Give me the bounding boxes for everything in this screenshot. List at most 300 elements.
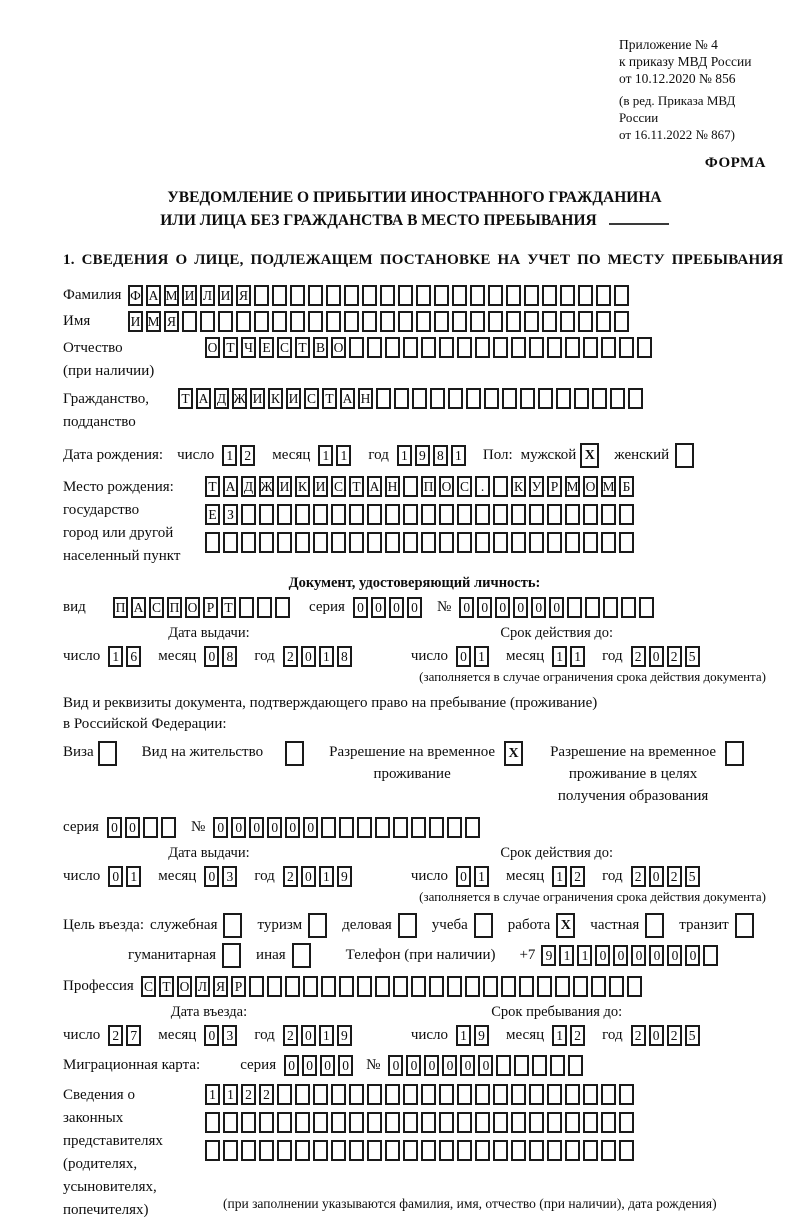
char-cell[interactable]	[529, 1084, 544, 1105]
char-cell[interactable]	[205, 532, 220, 553]
char-cell[interactable]	[574, 388, 589, 409]
char-cell[interactable]	[223, 913, 242, 938]
char-cell[interactable]: Ж	[259, 476, 274, 497]
char-cell[interactable]: 0	[249, 817, 264, 838]
char-cell[interactable]	[493, 1140, 508, 1161]
char-cell[interactable]: С	[304, 388, 319, 409]
char-cell[interactable]: А	[131, 597, 146, 618]
char-cell[interactable]: 2	[108, 1025, 123, 1046]
char-cell[interactable]: М	[164, 285, 179, 306]
char-cell[interactable]	[475, 504, 490, 525]
char-cell[interactable]: 1	[319, 646, 334, 667]
char-cell[interactable]	[362, 311, 377, 332]
char-cell[interactable]: 5	[685, 1025, 700, 1046]
char-cell[interactable]	[506, 285, 521, 306]
char-cell[interactable]: 0	[267, 817, 282, 838]
char-cell[interactable]	[218, 311, 233, 332]
char-cell[interactable]	[290, 311, 305, 332]
char-cell[interactable]	[416, 285, 431, 306]
char-cell[interactable]	[483, 976, 498, 997]
char-cell[interactable]	[421, 1140, 436, 1161]
char-cell[interactable]	[321, 976, 336, 997]
char-cell[interactable]: 0	[303, 817, 318, 838]
char-cell[interactable]	[313, 504, 328, 525]
char-cell[interactable]: 6	[126, 646, 141, 667]
char-cell[interactable]	[439, 504, 454, 525]
char-cell[interactable]	[439, 337, 454, 358]
char-cell[interactable]	[565, 1112, 580, 1133]
char-cell[interactable]	[254, 311, 269, 332]
char-cell[interactable]	[385, 337, 400, 358]
char-cell[interactable]	[275, 597, 290, 618]
char-cell[interactable]: К	[268, 388, 283, 409]
char-cell[interactable]: 0	[649, 866, 664, 887]
char-cell[interactable]	[596, 285, 611, 306]
char-cell[interactable]: 0	[107, 817, 122, 838]
char-cell[interactable]	[349, 1112, 364, 1133]
char-cell[interactable]: З	[223, 504, 238, 525]
char-cell[interactable]: X	[504, 741, 523, 766]
char-cell[interactable]: 1	[336, 445, 351, 466]
char-cell[interactable]: О	[177, 976, 192, 997]
char-cell[interactable]	[403, 532, 418, 553]
char-cell[interactable]	[331, 1140, 346, 1161]
char-cell[interactable]	[637, 337, 652, 358]
char-cell[interactable]: 2	[283, 866, 298, 887]
char-cell[interactable]: 1	[552, 646, 567, 667]
char-cell[interactable]	[385, 504, 400, 525]
char-cell[interactable]: И	[313, 476, 328, 497]
char-cell[interactable]: 8	[433, 445, 448, 466]
char-cell[interactable]	[547, 337, 562, 358]
char-cell[interactable]	[568, 1055, 583, 1076]
char-cell[interactable]: О	[583, 476, 598, 497]
char-cell[interactable]: 0	[613, 945, 628, 966]
char-cell[interactable]	[601, 337, 616, 358]
char-cell[interactable]	[257, 597, 272, 618]
char-cell[interactable]	[520, 388, 535, 409]
char-cell[interactable]	[609, 976, 624, 997]
char-cell[interactable]	[601, 504, 616, 525]
char-cell[interactable]: С	[149, 597, 164, 618]
char-cell[interactable]	[511, 1140, 526, 1161]
char-cell[interactable]: 0	[301, 1025, 316, 1046]
char-cell[interactable]: С	[277, 337, 292, 358]
char-cell[interactable]: Я	[236, 285, 251, 306]
char-cell[interactable]	[308, 913, 327, 938]
char-cell[interactable]	[222, 943, 241, 968]
char-cell[interactable]: Я	[213, 976, 228, 997]
char-cell[interactable]: 0	[371, 597, 386, 618]
char-cell[interactable]	[457, 504, 472, 525]
char-cell[interactable]	[434, 285, 449, 306]
char-cell[interactable]	[511, 504, 526, 525]
char-cell[interactable]	[519, 976, 534, 997]
char-cell[interactable]: 2	[631, 866, 646, 887]
char-cell[interactable]: 5	[685, 646, 700, 667]
char-cell[interactable]	[511, 532, 526, 553]
char-cell[interactable]	[529, 504, 544, 525]
char-cell[interactable]	[565, 532, 580, 553]
char-cell[interactable]	[475, 532, 490, 553]
char-cell[interactable]: 1	[559, 945, 574, 966]
char-cell[interactable]	[529, 532, 544, 553]
char-cell[interactable]: 1	[319, 1025, 334, 1046]
char-cell[interactable]	[470, 285, 485, 306]
char-cell[interactable]: 0	[204, 646, 219, 667]
char-cell[interactable]: 2	[631, 1025, 646, 1046]
char-cell[interactable]	[457, 1112, 472, 1133]
char-cell[interactable]	[475, 1084, 490, 1105]
char-cell[interactable]: 0	[424, 1055, 439, 1076]
char-cell[interactable]	[550, 1055, 565, 1076]
char-cell[interactable]: С	[457, 476, 472, 497]
char-cell[interactable]	[326, 285, 341, 306]
char-cell[interactable]: Н	[385, 476, 400, 497]
char-cell[interactable]	[339, 817, 354, 838]
char-cell[interactable]: 0	[459, 597, 474, 618]
char-cell[interactable]	[619, 1084, 634, 1105]
char-cell[interactable]	[621, 597, 636, 618]
char-cell[interactable]: .	[475, 476, 490, 497]
char-cell[interactable]	[223, 1140, 238, 1161]
char-cell[interactable]: Т	[223, 337, 238, 358]
char-cell[interactable]: Е	[259, 337, 274, 358]
char-cell[interactable]	[583, 1112, 598, 1133]
char-cell[interactable]: 1	[570, 646, 585, 667]
char-cell[interactable]	[349, 504, 364, 525]
char-cell[interactable]: Т	[349, 476, 364, 497]
char-cell[interactable]	[560, 311, 575, 332]
char-cell[interactable]: 0	[478, 1055, 493, 1076]
char-cell[interactable]	[601, 1112, 616, 1133]
char-cell[interactable]	[628, 388, 643, 409]
char-cell[interactable]	[639, 597, 654, 618]
char-cell[interactable]: 3	[222, 1025, 237, 1046]
char-cell[interactable]: 0	[649, 646, 664, 667]
char-cell[interactable]	[475, 337, 490, 358]
char-cell[interactable]: 0	[406, 1055, 421, 1076]
char-cell[interactable]	[466, 388, 481, 409]
char-cell[interactable]: А	[367, 476, 382, 497]
char-cell[interactable]	[205, 1112, 220, 1133]
char-cell[interactable]	[277, 504, 292, 525]
char-cell[interactable]: Т	[295, 337, 310, 358]
char-cell[interactable]: 1	[222, 445, 237, 466]
char-cell[interactable]: 0	[631, 945, 646, 966]
char-cell[interactable]	[412, 388, 427, 409]
char-cell[interactable]	[331, 532, 346, 553]
char-cell[interactable]	[470, 311, 485, 332]
char-cell[interactable]	[524, 311, 539, 332]
char-cell[interactable]	[367, 504, 382, 525]
char-cell[interactable]	[619, 1140, 634, 1161]
char-cell[interactable]	[619, 1112, 634, 1133]
char-cell[interactable]: Л	[200, 285, 215, 306]
char-cell[interactable]: 0	[456, 866, 471, 887]
char-cell[interactable]	[439, 1140, 454, 1161]
char-cell[interactable]	[583, 532, 598, 553]
char-cell[interactable]: 1	[552, 1025, 567, 1046]
char-cell[interactable]: К	[295, 476, 310, 497]
char-cell[interactable]: 0	[389, 597, 404, 618]
char-cell[interactable]	[277, 1112, 292, 1133]
char-cell[interactable]: 0	[231, 817, 246, 838]
char-cell[interactable]	[295, 1084, 310, 1105]
char-cell[interactable]	[573, 976, 588, 997]
char-cell[interactable]	[339, 976, 354, 997]
char-cell[interactable]	[375, 976, 390, 997]
char-cell[interactable]: В	[313, 337, 328, 358]
char-cell[interactable]: 2	[667, 1025, 682, 1046]
char-cell[interactable]: 0	[338, 1055, 353, 1076]
char-cell[interactable]: 0	[388, 1055, 403, 1076]
char-cell[interactable]	[277, 1140, 292, 1161]
char-cell[interactable]: А	[146, 285, 161, 306]
char-cell[interactable]	[367, 532, 382, 553]
char-cell[interactable]: 0	[302, 1055, 317, 1076]
char-cell[interactable]	[537, 976, 552, 997]
char-cell[interactable]	[393, 976, 408, 997]
char-cell[interactable]: 3	[222, 866, 237, 887]
char-cell[interactable]	[200, 311, 215, 332]
char-cell[interactable]	[556, 388, 571, 409]
char-cell[interactable]: 9	[337, 1025, 352, 1046]
char-cell[interactable]	[601, 1084, 616, 1105]
char-cell[interactable]: Т	[159, 976, 174, 997]
char-cell[interactable]: 0	[125, 817, 140, 838]
char-cell[interactable]	[578, 311, 593, 332]
char-cell[interactable]: С	[141, 976, 156, 997]
char-cell[interactable]	[547, 504, 562, 525]
char-cell[interactable]	[249, 976, 264, 997]
char-cell[interactable]	[385, 1084, 400, 1105]
char-cell[interactable]: 0	[301, 866, 316, 887]
char-cell[interactable]: 0	[213, 817, 228, 838]
char-cell[interactable]	[457, 1140, 472, 1161]
char-cell[interactable]	[627, 976, 642, 997]
char-cell[interactable]	[398, 913, 417, 938]
char-cell[interactable]: И	[182, 285, 197, 306]
char-cell[interactable]	[488, 285, 503, 306]
char-cell[interactable]: 0	[549, 597, 564, 618]
char-cell[interactable]: Р	[231, 976, 246, 997]
char-cell[interactable]	[583, 1084, 598, 1105]
char-cell[interactable]: 8	[222, 646, 237, 667]
char-cell[interactable]: С	[331, 476, 346, 497]
char-cell[interactable]	[411, 976, 426, 997]
char-cell[interactable]	[362, 285, 377, 306]
char-cell[interactable]	[357, 976, 372, 997]
char-cell[interactable]	[585, 597, 600, 618]
char-cell[interactable]: А	[196, 388, 211, 409]
char-cell[interactable]: Р	[547, 476, 562, 497]
char-cell[interactable]	[567, 597, 582, 618]
char-cell[interactable]: 0	[456, 646, 471, 667]
char-cell[interactable]: X	[580, 443, 599, 468]
char-cell[interactable]	[272, 285, 287, 306]
char-cell[interactable]	[403, 1112, 418, 1133]
char-cell[interactable]: Д	[241, 476, 256, 497]
char-cell[interactable]	[182, 311, 197, 332]
char-cell[interactable]	[457, 1084, 472, 1105]
char-cell[interactable]: Я	[164, 311, 179, 332]
char-cell[interactable]	[583, 504, 598, 525]
char-cell[interactable]	[619, 337, 634, 358]
char-cell[interactable]	[331, 1112, 346, 1133]
char-cell[interactable]: Ф	[128, 285, 143, 306]
char-cell[interactable]	[493, 476, 508, 497]
char-cell[interactable]	[493, 532, 508, 553]
char-cell[interactable]	[285, 741, 304, 766]
char-cell[interactable]: И	[250, 388, 265, 409]
char-cell[interactable]	[439, 532, 454, 553]
char-cell[interactable]: 2	[240, 445, 255, 466]
char-cell[interactable]: Р	[203, 597, 218, 618]
char-cell[interactable]	[439, 1112, 454, 1133]
char-cell[interactable]: 1	[474, 646, 489, 667]
char-cell[interactable]	[592, 388, 607, 409]
char-cell[interactable]: 0	[460, 1055, 475, 1076]
char-cell[interactable]: 0	[531, 597, 546, 618]
char-cell[interactable]	[703, 945, 718, 966]
char-cell[interactable]: Т	[221, 597, 236, 618]
char-cell[interactable]	[259, 532, 274, 553]
char-cell[interactable]	[565, 1084, 580, 1105]
char-cell[interactable]: 0	[649, 1025, 664, 1046]
char-cell[interactable]	[452, 285, 467, 306]
char-cell[interactable]: 1	[223, 1084, 238, 1105]
char-cell[interactable]: 2	[241, 1084, 256, 1105]
char-cell[interactable]	[98, 741, 117, 766]
char-cell[interactable]	[493, 1112, 508, 1133]
char-cell[interactable]: 2	[631, 646, 646, 667]
char-cell[interactable]	[429, 817, 444, 838]
char-cell[interactable]	[725, 741, 744, 766]
char-cell[interactable]	[295, 532, 310, 553]
char-cell[interactable]	[403, 1140, 418, 1161]
char-cell[interactable]: 9	[474, 1025, 489, 1046]
char-cell[interactable]	[277, 1084, 292, 1105]
char-cell[interactable]	[241, 1112, 256, 1133]
char-cell[interactable]	[619, 504, 634, 525]
char-cell[interactable]	[447, 976, 462, 997]
char-cell[interactable]	[321, 817, 336, 838]
char-cell[interactable]: 1	[552, 866, 567, 887]
char-cell[interactable]	[421, 1084, 436, 1105]
char-cell[interactable]	[398, 285, 413, 306]
char-cell[interactable]: Т	[178, 388, 193, 409]
char-cell[interactable]	[601, 532, 616, 553]
char-cell[interactable]	[326, 311, 341, 332]
char-cell[interactable]	[532, 1055, 547, 1076]
char-cell[interactable]	[394, 388, 409, 409]
char-cell[interactable]: 1	[318, 445, 333, 466]
char-cell[interactable]	[529, 1140, 544, 1161]
char-cell[interactable]	[475, 1140, 490, 1161]
char-cell[interactable]: 0	[204, 866, 219, 887]
char-cell[interactable]	[349, 1084, 364, 1105]
char-cell[interactable]: 7	[126, 1025, 141, 1046]
char-cell[interactable]	[493, 504, 508, 525]
char-cell[interactable]: 2	[667, 646, 682, 667]
char-cell[interactable]: И	[286, 388, 301, 409]
char-cell[interactable]	[385, 1140, 400, 1161]
char-cell[interactable]	[488, 311, 503, 332]
char-cell[interactable]	[474, 913, 493, 938]
char-cell[interactable]	[596, 311, 611, 332]
char-cell[interactable]	[547, 1140, 562, 1161]
char-cell[interactable]: 0	[301, 646, 316, 667]
char-cell[interactable]	[421, 337, 436, 358]
char-cell[interactable]: 1	[126, 866, 141, 887]
char-cell[interactable]	[603, 597, 618, 618]
char-cell[interactable]	[313, 532, 328, 553]
char-cell[interactable]	[645, 913, 664, 938]
char-cell[interactable]: О	[185, 597, 200, 618]
char-cell[interactable]	[385, 532, 400, 553]
char-cell[interactable]: 0	[442, 1055, 457, 1076]
char-cell[interactable]: Б	[619, 476, 634, 497]
char-cell[interactable]	[578, 285, 593, 306]
char-cell[interactable]	[403, 476, 418, 497]
char-cell[interactable]: 2	[283, 1025, 298, 1046]
char-cell[interactable]	[295, 1112, 310, 1133]
char-cell[interactable]: 1	[451, 445, 466, 466]
char-cell[interactable]: 2	[667, 866, 682, 887]
char-cell[interactable]: Н	[358, 388, 373, 409]
char-cell[interactable]: М	[601, 476, 616, 497]
char-cell[interactable]	[416, 311, 431, 332]
char-cell[interactable]	[501, 976, 516, 997]
char-cell[interactable]	[367, 1140, 382, 1161]
char-cell[interactable]	[285, 976, 300, 997]
char-cell[interactable]: 5	[685, 866, 700, 887]
char-cell[interactable]	[403, 337, 418, 358]
char-cell[interactable]	[511, 1084, 526, 1105]
char-cell[interactable]: 0	[685, 945, 700, 966]
char-cell[interactable]	[475, 1112, 490, 1133]
char-cell[interactable]: 1	[108, 646, 123, 667]
char-cell[interactable]	[313, 1084, 328, 1105]
char-cell[interactable]	[448, 388, 463, 409]
char-cell[interactable]	[493, 1084, 508, 1105]
char-cell[interactable]	[385, 1112, 400, 1133]
char-cell[interactable]	[380, 311, 395, 332]
char-cell[interactable]: 1	[577, 945, 592, 966]
char-cell[interactable]	[565, 337, 580, 358]
char-cell[interactable]	[529, 1112, 544, 1133]
char-cell[interactable]	[506, 311, 521, 332]
char-cell[interactable]: К	[511, 476, 526, 497]
char-cell[interactable]	[447, 817, 462, 838]
char-cell[interactable]	[259, 1140, 274, 1161]
char-cell[interactable]	[529, 337, 544, 358]
char-cell[interactable]	[292, 943, 311, 968]
char-cell[interactable]	[223, 532, 238, 553]
char-cell[interactable]	[403, 1084, 418, 1105]
char-cell[interactable]	[429, 976, 444, 997]
char-cell[interactable]	[349, 1140, 364, 1161]
char-cell[interactable]: 2	[570, 1025, 585, 1046]
char-cell[interactable]: П	[421, 476, 436, 497]
char-cell[interactable]	[259, 504, 274, 525]
char-cell[interactable]: Л	[195, 976, 210, 997]
char-cell[interactable]: 1	[205, 1084, 220, 1105]
char-cell[interactable]: 0	[649, 945, 664, 966]
char-cell[interactable]	[735, 913, 754, 938]
char-cell[interactable]: П	[167, 597, 182, 618]
